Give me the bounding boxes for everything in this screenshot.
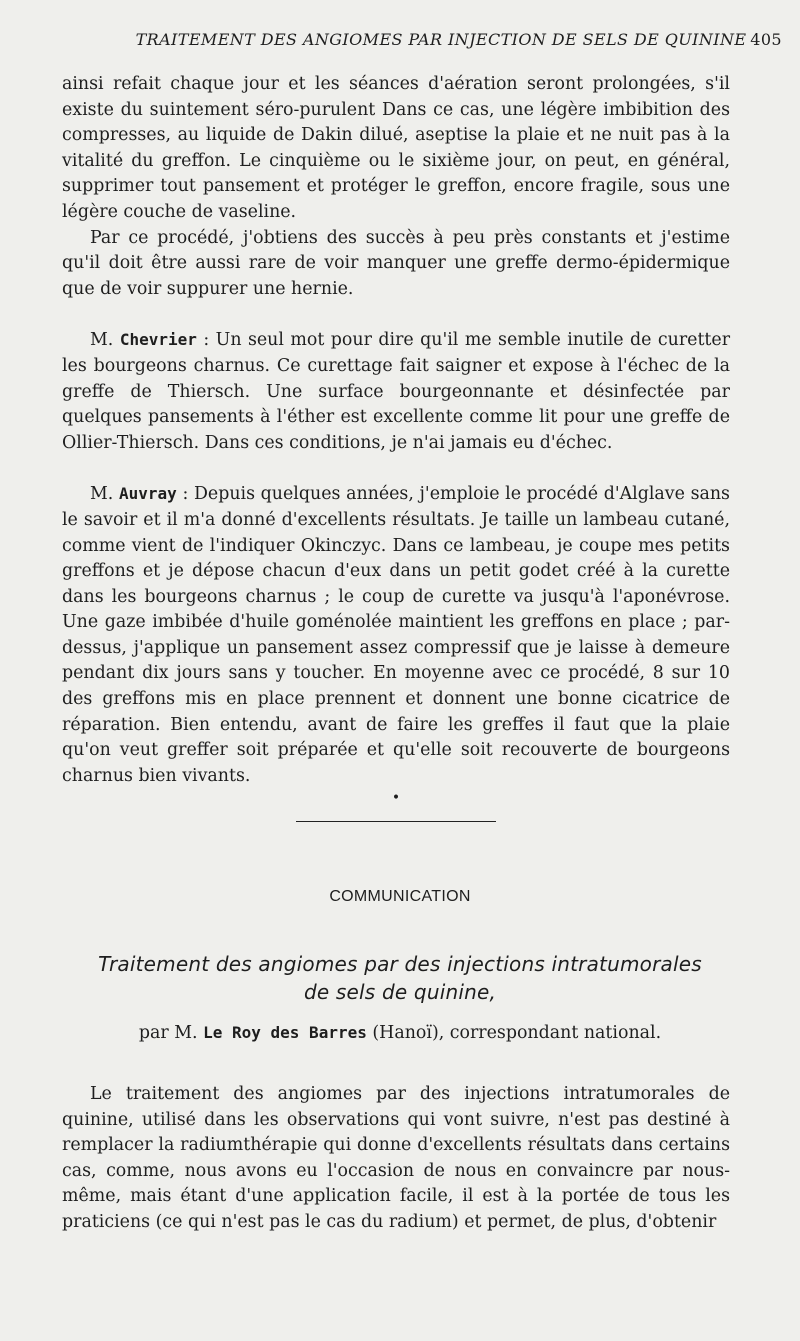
article-title-line-2: de sels de quinine,: [303, 980, 497, 1004]
paragraph-2: Par ce procédé, j'obtiens des succès à peu près constants et j'estime qu'il doit être aussi rare de voir manquer une greffe dermo-épidermique que de voir suppurer une hernie.: [62, 227, 730, 299]
separator-dot: •: [391, 790, 401, 807]
paragraph-chevrier: [62, 327, 730, 456]
speaker-text-auvray: : Depuis quelques années, j'emploie le procédé d'Alglave sans le savoir et il m'a donné d'excellents résultats. Je taille un lambeau cutané, comme vient de l'indiquer Okinczyc. Dans ce lambeau, je coupe mes petits greffons et je dépose chacun d'eux dans un petit godet créé à la curette dans les bourgeons charnus ; le coup de curette va jusqu'à l'aponévrose. Une gaze imbibée d'huile goménolée maintient les greffons en place ; par-dessus, j'applique un pansement assez compressif que je laisse à demeure pendant dix jours sans y toucher. En moyenne avec ce procédé, 8 sur 10 des greffons mis en place prennent et donnent une bonne cicatrice de réparation. Bien entendu, avant de faire les greffes il faut que la plaie qu'on veut greffer soit préparée et qu'elle soit recouverte de bourgeons charnus bien vivants.: [62, 484, 730, 786]
article-body: [62, 1082, 730, 1236]
running-head: [60, 30, 782, 49]
article-title-line-1: Traitement des angiomes par des injections intratumorales: [98, 952, 702, 976]
paragraph-auvray: [62, 481, 730, 789]
speaker-name-chevrier: Chevrier: [119, 330, 197, 350]
section-heading: COMMUNICATION: [329, 888, 471, 905]
byline: [0, 1023, 800, 1043]
article-title: [40, 950, 760, 1006]
body-text: [62, 72, 730, 822]
speaker-title: M.: [90, 330, 114, 351]
paragraph-1: ainsi refait chaque jour et les séances d'aération seront prolongées, s'il existe du suintement séro-purulent Dans ce cas, une légère imbibition des compresses, au liquide de Dakin dilué, aseptise la plaie et ne nuit pas à la vitalité du greffon. Le cinquième ou le sixième jour, on peut, en général, supprimer tout pansement et protéger le greffon, encore fragile, sous une légère couche de vaseline.: [62, 74, 730, 222]
author-name: Le Roy des Barres: [203, 1023, 367, 1042]
author-affiliation: (Hanoï), correspondant national.: [372, 1023, 662, 1043]
speaker-name-auvray: Auvray: [119, 484, 177, 504]
byline-prefix: par M.: [138, 1023, 198, 1043]
article-paragraph-1: Le traitement des angiomes par des injections intratumorales de quinine, utilisé dans les observations qui vont suivre, n'est pas destiné à remplacer la radiumthérapie qui donne d'excellents résultats dans certains cas, comme, nous avons eu l'occasion de nous en convaincre par nous-même, mais étant d'une application facile, il est à la portée de tous les praticiens (ce qui n'est pas le cas du radium) et permet, de plus, d'obtenir: [62, 1084, 730, 1232]
speaker-title: M.: [90, 484, 114, 505]
running-title: TRAITEMENT DES ANGIOMES PAR INJECTION DE SELS DE QUININE: [135, 30, 747, 49]
separator-rule: [296, 821, 496, 822]
speaker-text-chevrier: : Un seul mot pour dire qu'il me semble inutile de curetter les bourgeons charnus. Ce curettage fait saigner et expose à l'échec de la greffe de Thiersch. Une surface bourgeonnante et désinfectée par quelques pansements à l'éther est excellente comme lit pour une greffe de Ollier-Thiersch. Dans ces conditions, je n'ai jamais eu d'échec.: [62, 330, 731, 453]
page-number: 405: [750, 30, 782, 49]
